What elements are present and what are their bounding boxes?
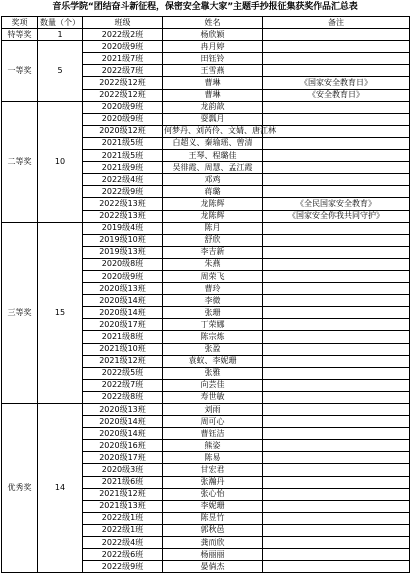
award-table <box>1 16 410 573</box>
name-cell: 朱燕 <box>163 258 263 270</box>
award-count-cell: 1 <box>38 29 83 41</box>
name-cell: 李微 <box>163 295 263 307</box>
name-cell: 李妮珊 <box>163 500 263 512</box>
name-cell: 刘雨 <box>163 404 263 416</box>
note-cell <box>263 29 410 41</box>
class-cell: 2020级17班 <box>83 319 163 331</box>
name-cell: 晏倘杰 <box>163 561 263 573</box>
class-cell: 2022级13班 <box>83 210 163 222</box>
name-cell: 张瀚丹 <box>163 476 263 488</box>
name-cell: 王琴、程璐佳 <box>163 150 263 162</box>
note-cell <box>263 512 410 524</box>
table-row <box>2 29 410 41</box>
name-cell: 冉月婷 <box>163 41 263 53</box>
name-cell: 舒欣 <box>163 234 263 246</box>
award-level-cell: 特等奖 <box>2 29 38 41</box>
name-cell: 甘宏君 <box>163 464 263 476</box>
name-cell: 杨欣颖 <box>163 29 263 41</box>
note-cell <box>263 101 410 113</box>
class-cell: 2020级17班 <box>83 452 163 464</box>
name-cell: 蒋璐 <box>163 186 263 198</box>
name-cell: 何梦丹、刘芮伶、文婧、唐江林 <box>163 125 263 137</box>
class-cell: 2022级12班 <box>83 89 163 101</box>
note-cell <box>263 258 410 270</box>
class-cell: 2021级5班 <box>83 150 163 162</box>
name-cell: 曹玲 <box>163 283 263 295</box>
header-class: 班级 <box>83 17 163 29</box>
note-cell <box>263 65 410 77</box>
award-count-cell: 5 <box>38 41 83 101</box>
class-cell: 2020级13班 <box>83 283 163 295</box>
note-cell <box>263 283 410 295</box>
note-cell <box>263 41 410 53</box>
class-cell: 2020级12班 <box>83 125 163 137</box>
note-cell: 《全民国家安全教育》 <box>263 198 410 210</box>
name-cell: 田钰铃 <box>163 53 263 65</box>
table-row <box>2 101 410 113</box>
note-cell <box>263 476 410 488</box>
note-cell <box>263 270 410 282</box>
class-cell: 2020级9班 <box>83 101 163 113</box>
class-cell: 2021级12班 <box>83 488 163 500</box>
header-name: 姓名 <box>163 17 263 29</box>
name-cell: 龙陈辉 <box>163 210 263 222</box>
note-cell <box>263 452 410 464</box>
note-cell <box>263 464 410 476</box>
name-cell: 张盈 <box>163 343 263 355</box>
class-cell: 2022级5班 <box>83 367 163 379</box>
note-cell <box>263 150 410 162</box>
note-cell <box>263 488 410 500</box>
class-cell: 2020级9班 <box>83 270 163 282</box>
class-cell: 2022级4班 <box>83 174 163 186</box>
name-cell: 吴徘霞、周慧、孟江霞 <box>163 162 263 174</box>
award-level-cell: 二等奖 <box>2 101 38 222</box>
name-cell: 曹钰洁 <box>163 428 263 440</box>
note-cell: 《安全教育日》 <box>263 89 410 101</box>
class-cell: 2019级4班 <box>83 222 163 234</box>
name-cell: 曹琳 <box>163 89 263 101</box>
note-cell <box>263 246 410 258</box>
note-cell <box>263 549 410 561</box>
name-cell: 龚而欣 <box>163 537 263 549</box>
name-cell: 张珊 <box>163 307 263 319</box>
name-cell: 李吉新 <box>163 246 263 258</box>
class-cell: 2021级9班 <box>83 162 163 174</box>
class-cell: 2022级8班 <box>83 391 163 403</box>
note-cell <box>263 355 410 367</box>
note-cell <box>263 295 410 307</box>
class-cell: 2021级13班 <box>83 500 163 512</box>
note-cell <box>263 319 410 331</box>
class-cell: 2020级9班 <box>83 113 163 125</box>
class-cell: 2021级12班 <box>83 355 163 367</box>
name-cell: 周荣飞 <box>163 270 263 282</box>
award-count-cell: 14 <box>38 404 83 573</box>
note-cell <box>263 113 410 125</box>
name-cell: 白超义、秦瑜瑶、曾清 <box>163 137 263 149</box>
note-cell <box>263 222 410 234</box>
note-cell <box>263 162 410 174</box>
name-cell: 王雪燕 <box>163 65 263 77</box>
note-cell <box>263 561 410 573</box>
note-cell <box>263 307 410 319</box>
name-cell: 耍瓢月 <box>163 113 263 125</box>
class-cell: 2022级9班 <box>83 561 163 573</box>
name-cell: 郭秋邑 <box>163 524 263 536</box>
class-cell: 2020级8班 <box>83 258 163 270</box>
class-cell: 2020级14班 <box>83 428 163 440</box>
name-cell: 龙陈辉 <box>163 198 263 210</box>
class-cell: 2021级6班 <box>83 476 163 488</box>
class-cell: 2021级8班 <box>83 331 163 343</box>
note-cell <box>263 234 410 246</box>
award-level-cell: 三等奖 <box>2 222 38 403</box>
name-cell: 熊姿 <box>163 440 263 452</box>
note-cell <box>263 53 410 65</box>
class-cell: 2021级5班 <box>83 137 163 149</box>
page-title: 音乐学院“团结奋斗新征程，保密安全靠大家”主题手抄报征集获奖作品汇总表 <box>52 2 358 12</box>
note-cell <box>263 125 410 137</box>
note-cell <box>263 331 410 343</box>
name-cell: 邓鸡 <box>163 174 263 186</box>
table-row <box>2 41 410 53</box>
note-cell <box>263 524 410 536</box>
note-cell: 《国家安全你我共同守护》 <box>263 210 410 222</box>
class-cell: 2022级7班 <box>83 65 163 77</box>
name-cell: 向芸佳 <box>163 379 263 391</box>
note-cell <box>263 137 410 149</box>
note-cell <box>263 440 410 452</box>
note-cell <box>263 174 410 186</box>
name-cell: 陈月 <box>163 222 263 234</box>
header-row <box>2 17 410 29</box>
class-cell: 2019级13班 <box>83 246 163 258</box>
class-cell: 2020级13班 <box>83 404 163 416</box>
note-cell <box>263 343 410 355</box>
name-cell: 陈易 <box>163 452 263 464</box>
name-cell: 曹琳 <box>163 77 263 89</box>
name-cell: 龙韵歆 <box>163 101 263 113</box>
name-cell: 陈宗炼 <box>163 331 263 343</box>
award-count-cell: 15 <box>38 222 83 403</box>
class-cell: 2020级14班 <box>83 416 163 428</box>
class-cell: 2020级3班 <box>83 464 163 476</box>
note-cell <box>263 404 410 416</box>
header-count: 数量（个） <box>38 17 83 29</box>
class-cell: 2022级12班 <box>83 77 163 89</box>
class-cell: 2022级6班 <box>83 549 163 561</box>
header-note: 备注 <box>263 17 410 29</box>
table-row <box>2 404 410 416</box>
note-cell <box>263 367 410 379</box>
note-cell <box>263 500 410 512</box>
class-cell: 2021级7班 <box>83 53 163 65</box>
note-cell <box>263 391 410 403</box>
note-cell <box>263 379 410 391</box>
name-cell: 袁蚁、李妮珊 <box>163 355 263 367</box>
class-cell: 2022级9班 <box>83 186 163 198</box>
table-body <box>2 29 410 573</box>
name-cell: 周可心 <box>163 416 263 428</box>
name-cell: 丁荣娜 <box>163 319 263 331</box>
note-cell <box>263 186 410 198</box>
class-cell: 2022级2班 <box>83 29 163 41</box>
class-cell: 2020级14班 <box>83 295 163 307</box>
note-cell: 《国家安全教育日》 <box>263 77 410 89</box>
class-cell: 2020级9班 <box>83 41 163 53</box>
class-cell: 2019级10班 <box>83 234 163 246</box>
award-level-cell: 一等奖 <box>2 41 38 101</box>
award-level-cell: 优秀奖 <box>2 404 38 573</box>
name-cell: 杨丽丽 <box>163 549 263 561</box>
class-cell: 2020级16班 <box>83 440 163 452</box>
header-award: 奖项 <box>2 17 38 29</box>
class-cell: 2022级13班 <box>83 198 163 210</box>
class-cell: 2022级1班 <box>83 512 163 524</box>
award-count-cell: 10 <box>38 101 83 222</box>
class-cell: 2022级7班 <box>83 379 163 391</box>
class-cell: 2022级1班 <box>83 524 163 536</box>
name-cell: 寿世敏 <box>163 391 263 403</box>
class-cell: 2021级10班 <box>83 343 163 355</box>
note-cell <box>263 537 410 549</box>
table-row <box>2 222 410 234</box>
class-cell: 2022级4班 <box>83 537 163 549</box>
note-cell <box>263 416 410 428</box>
name-cell: 张雅 <box>163 367 263 379</box>
class-cell: 2020级14班 <box>83 307 163 319</box>
name-cell: 陈昱竹 <box>163 512 263 524</box>
name-cell: 张心怡 <box>163 488 263 500</box>
note-cell <box>263 428 410 440</box>
